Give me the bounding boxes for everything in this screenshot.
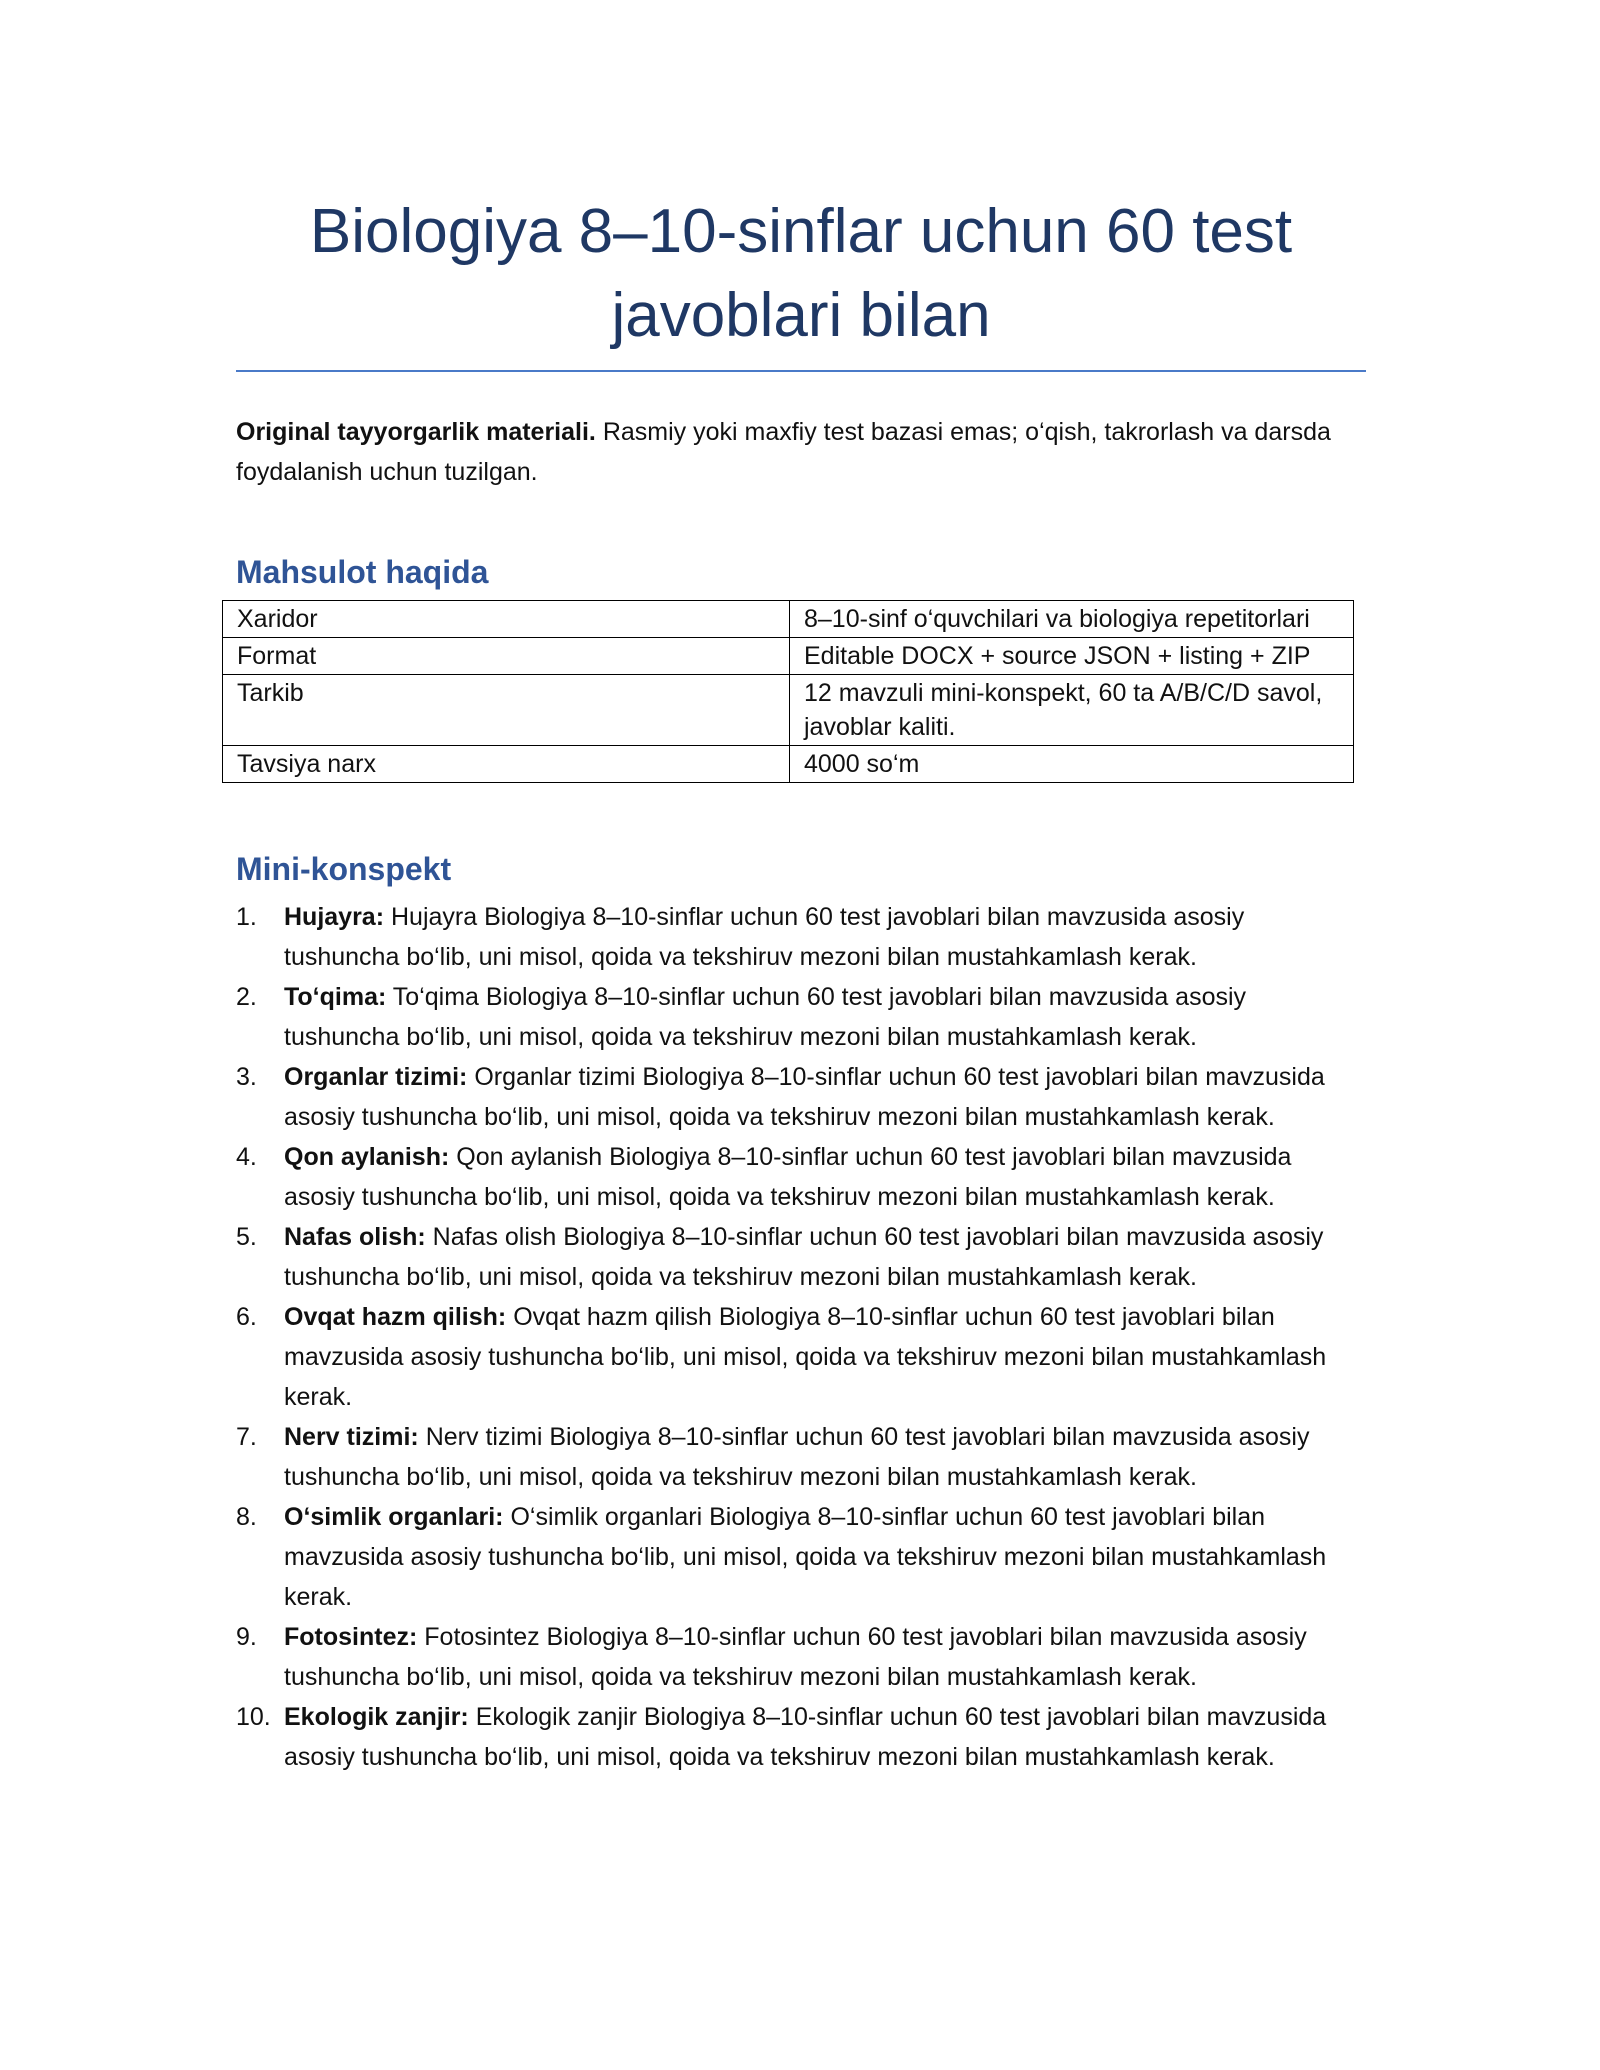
list-item bbox=[236, 1497, 1366, 1617]
list-item-term: Fotosintez: bbox=[284, 1623, 418, 1651]
list-item bbox=[236, 1697, 1366, 1777]
list-item bbox=[236, 1417, 1366, 1497]
table-row bbox=[223, 601, 1354, 638]
list-number: 9. bbox=[236, 1623, 257, 1651]
list-number: 7. bbox=[236, 1423, 257, 1451]
list-item-text: Fotosintez Biologiya 8–10-sinflar uchun 60 test javoblari bilan mavzusida asosiy tushuncha bo‘lib, uni misol, qoida va tekshiruv mezoni bilan mustahkamlash kerak. bbox=[284, 1623, 1307, 1691]
list-number: 10. bbox=[236, 1703, 271, 1731]
mini-konspekt-list bbox=[236, 897, 1366, 1777]
list-item-text: Organlar tizimi Biologiya 8–10-sinflar uchun 60 test javoblari bilan mavzusida asosiy tushuncha bo‘lib, uni misol, qoida va tekshiruv mezoni bilan mustahkamlash kerak. bbox=[284, 1063, 1325, 1131]
table-value-cell: 8–10-sinf o‘quvchilari va biologiya repetitorlari bbox=[790, 601, 1354, 638]
list-item bbox=[236, 1297, 1366, 1417]
list-item-text: Hujayra Biologiya 8–10-sinflar uchun 60 test javoblari bilan mavzusida asosiy tushuncha bo‘lib, uni misol, qoida va tekshiruv mezoni bilan mustahkamlash kerak. bbox=[284, 903, 1245, 971]
list-item-text: Ekologik zanjir Biologiya 8–10-sinflar uchun 60 test javoblari bilan mavzusida asosiy tushuncha bo‘lib, uni misol, qoida va tekshiruv mezoni bilan mustahkamlash kerak. bbox=[284, 1703, 1327, 1771]
document-body bbox=[236, 190, 1366, 1777]
product-info-table bbox=[222, 600, 1354, 783]
list-item-text: Ovqat hazm qilish Biologiya 8–10-sinflar uchun 60 test javoblari bilan mavzusida asosiy tushuncha bo‘lib, uni misol, qoida va tekshiruv mezoni bilan mustahkamlash kerak. bbox=[284, 1303, 1327, 1411]
table-row bbox=[223, 746, 1354, 783]
table-row bbox=[223, 675, 1354, 746]
list-number: 4. bbox=[236, 1143, 257, 1171]
list-item-term: Qon aylanish: bbox=[284, 1143, 450, 1171]
list-item-term: O‘simlik organlari: bbox=[284, 1503, 504, 1531]
list-item bbox=[236, 897, 1366, 977]
list-item-term: Ovqat hazm qilish: bbox=[284, 1303, 507, 1331]
list-item-term: Nerv tizimi: bbox=[284, 1423, 419, 1451]
table-key-cell: Xaridor bbox=[223, 601, 790, 638]
list-number: 5. bbox=[236, 1223, 257, 1251]
list-item-text: Nerv tizimi Biologiya 8–10-sinflar uchun 60 test javoblari bilan mavzusida asosiy tushuncha bo‘lib, uni misol, qoida va tekshiruv mezoni bilan mustahkamlash kerak. bbox=[284, 1423, 1310, 1491]
table-key-cell: Tarkib bbox=[223, 675, 790, 746]
table-row bbox=[223, 638, 1354, 675]
list-number: 6. bbox=[236, 1303, 257, 1331]
list-item-term: Organlar tizimi: bbox=[284, 1063, 468, 1091]
list-item-term: Ekologik zanjir: bbox=[284, 1703, 469, 1731]
table-value-cell: Editable DOCX + source JSON + listing + ZIP bbox=[790, 638, 1354, 675]
list-item-text: O‘simlik organlari Biologiya 8–10-sinflar uchun 60 test javoblari bilan mavzusida asosiy tushuncha bo‘lib, uni misol, qoida va tekshiruv mezoni bilan mustahkamlash kerak. bbox=[284, 1503, 1327, 1611]
table-value-cell: 4000 so‘m bbox=[790, 746, 1354, 783]
about-heading: Mahsulot haqida bbox=[236, 554, 489, 590]
list-item bbox=[236, 977, 1366, 1057]
list-item-term: Hujayra: bbox=[284, 903, 385, 931]
list-number: 3. bbox=[236, 1063, 257, 1091]
intro-bold-lead: Original tayyorgarlik materiali. bbox=[236, 418, 596, 446]
table-value-cell: 12 mavzuli mini-konspekt, 60 ta A/B/C/D savol, javoblar kaliti. bbox=[790, 675, 1354, 746]
list-item bbox=[236, 1217, 1366, 1297]
list-item-text: Nafas olish Biologiya 8–10-sinflar uchun 60 test javoblari bilan mavzusida asosiy tushuncha bo‘lib, uni misol, qoida va tekshiruv mezoni bilan mustahkamlash kerak. bbox=[284, 1223, 1324, 1291]
list-number: 8. bbox=[236, 1503, 257, 1531]
list-item-text: To‘qima Biologiya 8–10-sinflar uchun 60 test javoblari bilan mavzusida asosiy tushuncha bo‘lib, uni misol, qoida va tekshiruv mezoni bilan mustahkamlash kerak. bbox=[284, 983, 1247, 1051]
table-key-cell: Tavsiya narx bbox=[223, 746, 790, 783]
intro-paragraph bbox=[236, 412, 1366, 492]
list-item-term: Nafas olish: bbox=[284, 1223, 426, 1251]
title-underline bbox=[236, 370, 1366, 372]
list-number: 2. bbox=[236, 983, 257, 1011]
list-item bbox=[236, 1617, 1366, 1697]
document-title: Biologiya 8–10-sinflar uchun 60 test javoblari bilan bbox=[309, 197, 1293, 350]
table-key-cell: Format bbox=[223, 638, 790, 675]
intro-text: Rasmiy yoki maxfiy test bazasi emas; o‘qish, takrorlash va darsda foydalanish uchun tuzilgan. bbox=[236, 418, 1331, 486]
list-item-term: To‘qima: bbox=[284, 983, 387, 1011]
list-number: 1. bbox=[236, 903, 257, 931]
list-item-text: Qon aylanish Biologiya 8–10-sinflar uchun 60 test javoblari bilan mavzusida asosiy tushuncha bo‘lib, uni misol, qoida va tekshiruv mezoni bilan mustahkamlash kerak. bbox=[284, 1143, 1292, 1211]
list-item bbox=[236, 1057, 1366, 1137]
list-item bbox=[236, 1137, 1366, 1217]
mini-konspekt-heading: Mini-konspekt bbox=[236, 851, 452, 887]
